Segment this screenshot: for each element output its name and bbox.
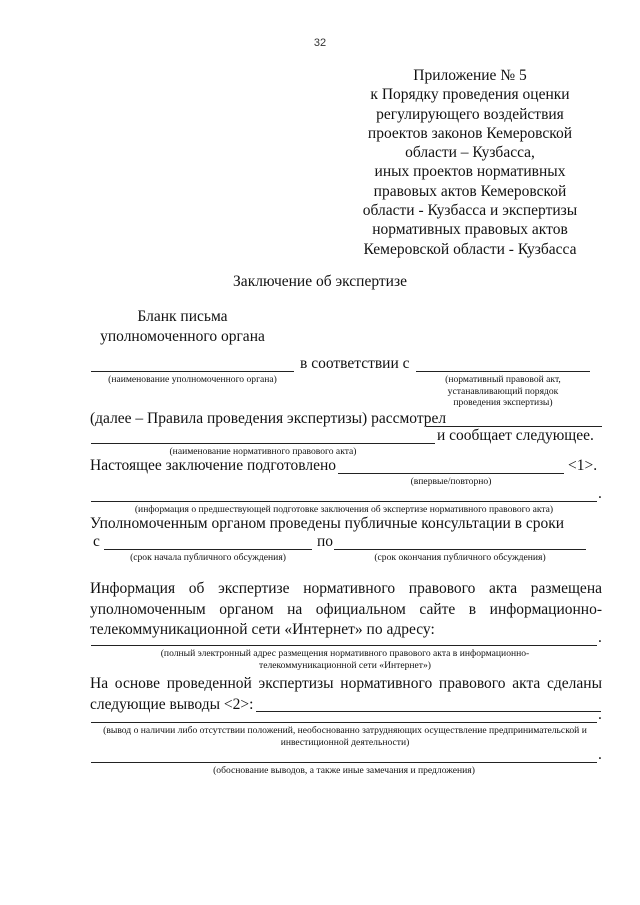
reviewed-act-field-2[interactable] [91, 443, 435, 444]
line-end-dot: . [598, 746, 602, 763]
end-date-caption: (срок окончания публичного обсуждения) [374, 552, 546, 563]
justification-caption: (обоснование выводов, а также иные замечания и предложения) [213, 765, 475, 776]
first-repeat-field[interactable] [338, 473, 564, 474]
document-title: Заключение об экспертизе [233, 273, 407, 290]
appendix-line: к Порядку проведения оценки [370, 86, 570, 104]
appendix-line: правовых актов Кемеровской [373, 182, 567, 200]
start-date-field[interactable] [104, 549, 312, 550]
conclusions-caption: (вывод о наличии либо отсутствии положений, необоснованно затрудняющих осуществление предпринимательской и инвестиционной деятельности) [103, 725, 587, 748]
in-accordance-label: в соответствии с [300, 355, 410, 372]
authority-caption: (наименование уполномоченного органа) [108, 374, 277, 385]
line-end-dot: . [598, 485, 602, 502]
conclusion-prepared-text: Настоящее заключение подготовлено [90, 457, 337, 474]
public-consultations-text: Уполномоченным органом проведены публичные консультации в сроки [90, 515, 565, 532]
letterhead-line: уполномоченного органа [100, 328, 265, 345]
line-end-dot: . [598, 706, 602, 723]
appendix-line: нормативных правовых актов [372, 221, 568, 239]
appendix-line: Приложение № 5 [413, 67, 527, 84]
appendix-line: Кемеровской области - Кузбасса [363, 240, 577, 258]
to-label: по [317, 533, 334, 550]
caption-line: (нормативный правовой акт, [445, 374, 561, 385]
website-info-paragraph: Информация об экспертизе нормативного правового акта размещена уполномоченным органом на официальном сайте в информационно-телекоммуникационной сети «Интернет» по адресу: [90, 580, 602, 638]
page-number: 32 [313, 37, 327, 49]
conclusions-field-2[interactable] [91, 722, 597, 723]
appendix-line: иных проектов нормативных [374, 163, 566, 181]
conclusions-field-1[interactable] [256, 711, 601, 712]
conclusions-paragraph: На основе проведенной экспертизы нормативного правового акта сделаны следующие выводы <2>: [90, 675, 602, 713]
regulation-field[interactable] [416, 371, 590, 372]
act-name-caption: (наименование нормативного правового акта) [169, 446, 357, 457]
caption-line: устанавливающий порядок [447, 385, 559, 397]
rules-reviewed-text: (далее – Правила проведения экспертизы) рассмотрел [90, 410, 447, 427]
website-address-field[interactable] [91, 645, 597, 646]
website-address-caption: (полный электронный адрес размещения нормативного правового акта в информационно-телекоммуникационной сети «Интернет») [160, 648, 530, 671]
justification-field[interactable] [91, 762, 597, 763]
appendix-line: регулирующего воздействия [376, 105, 564, 123]
previous-conclusion-field[interactable] [91, 501, 597, 502]
appendix-header [350, 66, 590, 259]
footnote-ref-1: <1>. [568, 457, 598, 474]
from-label: с [93, 533, 100, 550]
reports-following-text: и сообщает следующее. [437, 427, 594, 444]
caption-line: проведения экспертизы) [453, 397, 553, 408]
appendix-line: области - Кузбасса и экспертизы [362, 202, 578, 220]
letterhead-line: Бланк письма [137, 308, 228, 325]
appendix-line: области – Кузбасса, [405, 144, 535, 162]
letterhead-placeholder [95, 307, 270, 347]
authority-name-field[interactable] [91, 371, 294, 372]
regulation-caption [416, 374, 590, 409]
line-end-dot: . [598, 629, 602, 646]
appendix-line: проектов законов Кемеровской [367, 124, 573, 142]
previous-conclusion-caption: (информация о предшествующей подготовке заключения об экспертизе нормативного правового акта) [134, 504, 554, 515]
end-date-field[interactable] [334, 549, 586, 550]
first-repeat-caption: (впервые/повторно) [410, 476, 492, 487]
start-date-caption: (срок начала публичного обсуждения) [130, 552, 286, 563]
